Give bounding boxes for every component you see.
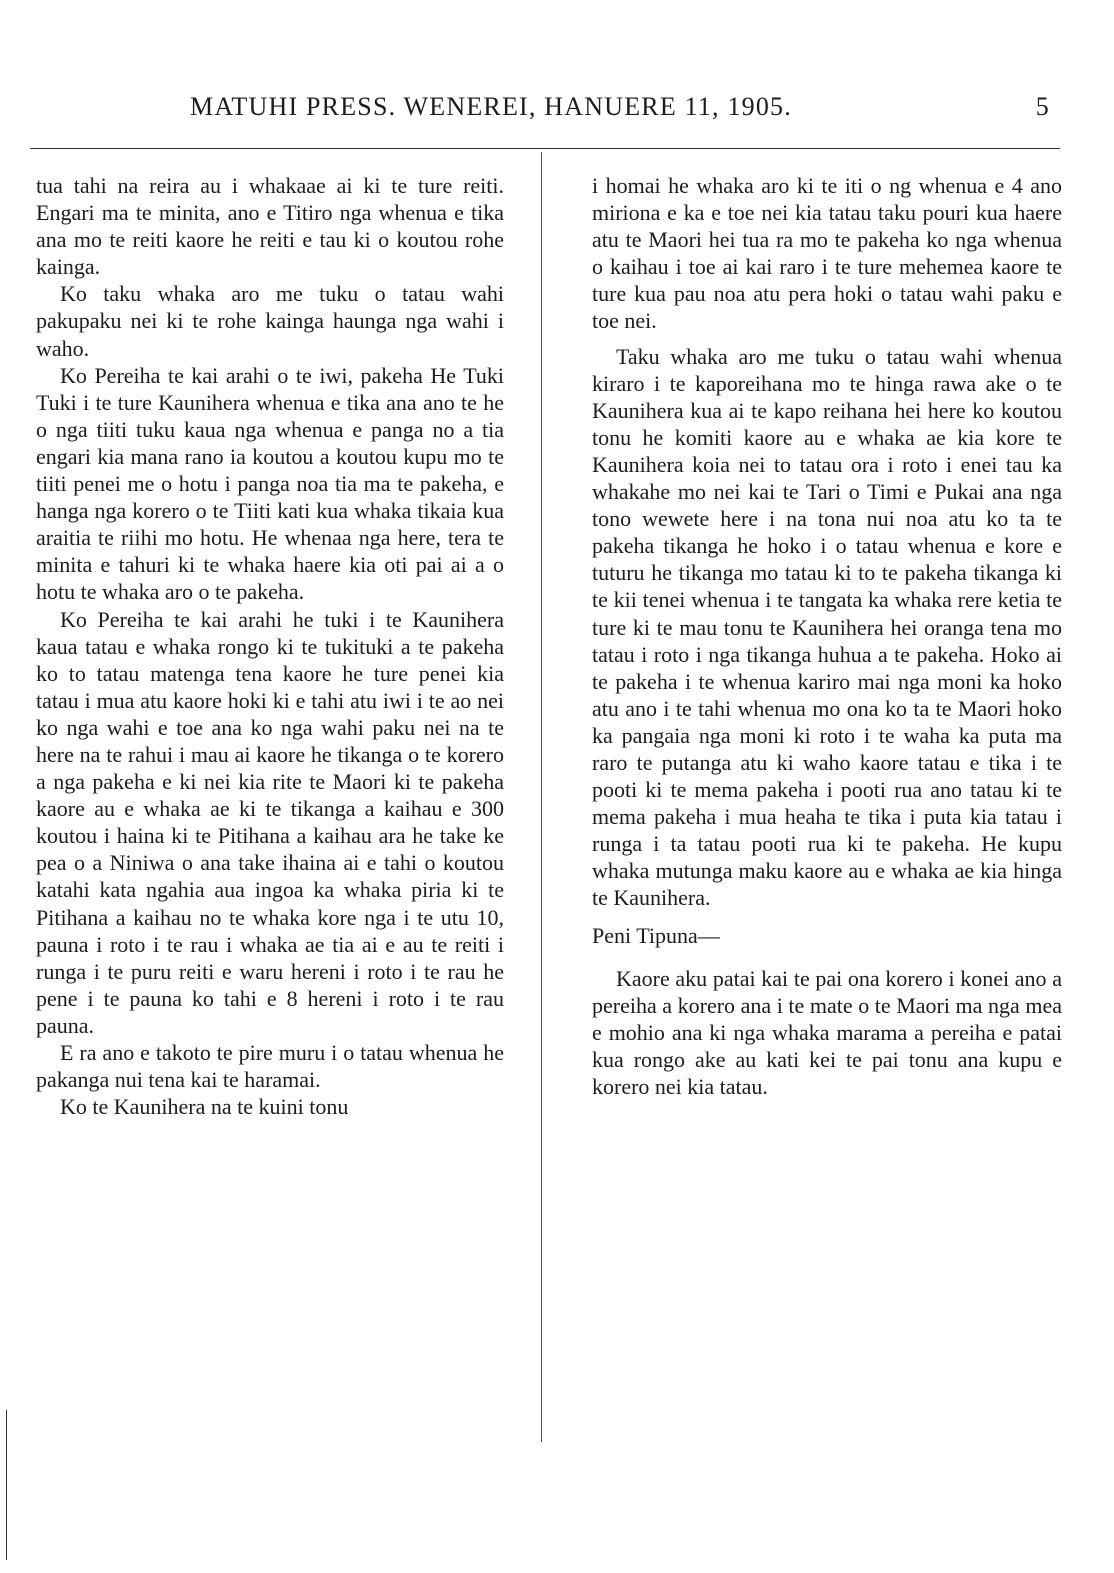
right-paragraph-1: i homai he whaka aro ki te iti o ng whenua e 4 ano miriona e ka e toe nei kia tatau taku pouri kua haere atu te Maori hei tua ra mo te pakeha ko nga whenua o kaihau i toe ai kai raro i te ture mehemea kaore te ture kua pau noa atu pera hoki o tatau wahi paku e toe nei.: [592, 173, 1062, 334]
left-paragraph-2: Ko taku whaka aro me tuku o tatau wahi pakupaku nei ki te rohe kainga haunga nga wahi i waho.: [36, 281, 504, 361]
masthead-title: MATUHI PRESS. WENEREI, HANUERE 11, 1905.: [190, 92, 792, 121]
left-column: [36, 172, 504, 1120]
left-paragraph-3: Ko Pereiha te kai arahi o te iwi, pakeha He Tuki Tuki i te ture Kaunihera whenua e tika ana ano te he o nga tiiti tuku kaua nga whenua e panga no a tia engari kia mana rano ia koutou a koutou kupu mo te tiiti penei me o hotu i panga noa tia ma te pakeha, e hanga nga korero o te Tiiti kati kua whaka tikaia kua araitia te riihi mo hotu. He whenaa nga here, tera te minita e tahuri ki te whaka haere kia oti pai ai a o hotu te whaka aro o te pakeha.: [36, 362, 504, 605]
speaker-name: Peni Tipuna—: [592, 922, 720, 948]
right-closing-paragraph: Kaore aku patai kai te pai ona korero i konei ano a pereiha a korero ana i te mate o te Maori ma nga mea e mohio ana ki nga whaka marama a pereiha e patai kua rongo ake au kati kei te pai tonu ana kupu e korero nei kia tatau.: [592, 965, 1062, 1099]
right-column: [592, 172, 1062, 1100]
left-paragraph-1: tua tahi na reira au i whakaae ai ki te ture reiti. Engari ma te minita, ano e Titiro nga whenua e tika ana mo te reiti kaore he reiti e tau ki o koutou rohe kainga.: [36, 173, 504, 280]
left-paragraph-4: Ko Pereiha te kai arahi he tuki i te Kaunihera kaua tatau e whaka rongo ki te tukituki a te pakeha ko to tatau matenga tena kaore he ture penei kia tatau i mua atu kaore hoki ki e tahi atu iwi i te ao nei ko nga wahi e toe ana ko nga wahi paku nei na te here na te rahui i mau ai kaore he tikanga o te korero a nga pakeha e ki nei kia rite te Maori ki te pakeha kaore au e whaka ae ki te tikanga a kaihau e 300 koutou i haina ki te Pitihana a kaihau ara he take ke pea o a Niniwa o ana take ihaina ai e tahi o koutou katahi kata ngahia aua ingoa ka whaka piria ki te Pitihana a kaihau no te whaka kore nga i te utu 10, pauna i roto i te rau i whaka ae tia ai e au te reiti i runga i te puru reiti e waru hereni i roto i te rau he pene i te pauna ko tahi e 8 hereni i roto i te rau pauna.: [36, 606, 504, 1038]
left-paragraph-6: Ko te Kaunihera na te kuini tonu: [60, 1094, 349, 1120]
margin-line: [6, 1410, 7, 1560]
page-header: [30, 92, 1060, 132]
column-divider: [541, 152, 542, 1442]
left-paragraph-5: E ra ano e takoto te pire muru i o tatau whenua he pakanga nui tena kai te haramai.: [36, 1040, 504, 1093]
right-paragraph-2: Taku whaka aro me tuku o tatau wahi whenua kiraro i te kaporeihana mo te hinga rawa ake o te Kaunihera kua ai te kapo reihana hei here ko koutou tonu he komiti kaore au e whaka ae kia kore te Kaunihera koia nei to tatau ora i roto i enei tau ka whakahe mo nei kai te Tari o Timi e Pukai ana nga tono wewete here i na tona nui noa atu ko ta te pakeha tikanga he hoko i o tatau whenua e kore e tuturu he tikanga mo tatau ki to te pakeha tikanga ki te kii tenei whenua i te tangata ka whaka rere ketia te ture ki te mau tonu te Kaunihera hei oranga tena mo tatau i roto i nga tikanga huhua a te pakeha. Hoko ai te pakeha i te whenua kariro mai nga moni ka hoko atu ano i te tahi whenua mo ona ko ta te Maori hoko ka pangaia nga moni ki roto i te waha ka puta ma raro te putanga atu ki waho kaore tatau e tika i te pooti ki te mema pakeha i pooti rua ano tatau ki te mema pakeha i mua heaha te tika i puta kia tatau i runga i ta tatau pooti rua ki te pakeha. He kupu whaka mutunga maku kaore au e whaka ae kia hinga te Kaunihera.: [592, 343, 1062, 911]
page-number: 5: [1035, 92, 1050, 121]
header-rule: [30, 148, 1060, 149]
